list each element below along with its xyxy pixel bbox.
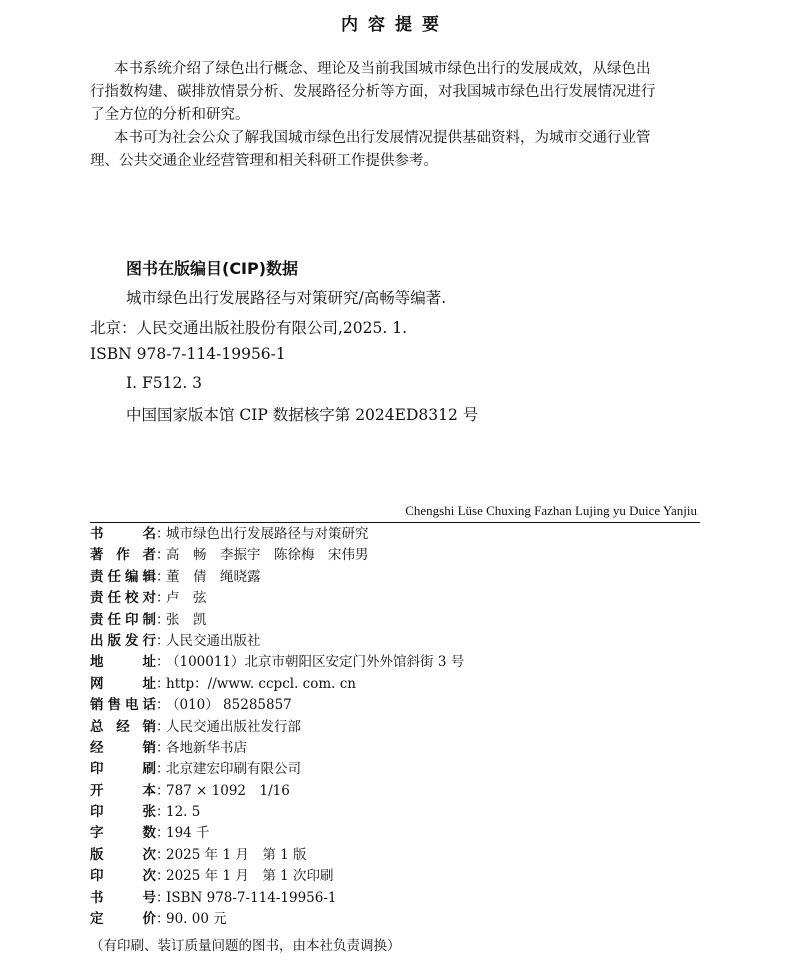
pub-info-value: 人民交通出版社 (166, 632, 261, 649)
pub-info-value: （010） 85285857 (166, 697, 292, 714)
pub-info-key: 字数 (90, 825, 156, 842)
pub-info-key: 印张 (90, 804, 156, 821)
summary-para1-line3: 了全方位的分析和研究。 (90, 107, 250, 123)
pub-info-key: 总经销 (90, 718, 156, 735)
summary-para1-line2: 行指数构建、碳排放情景分析、发展路径分析等方面，对我国城市绿色出行发展情况进行 (90, 84, 656, 100)
pub-info-value: ISBN 978-7-114-19956-1 (166, 889, 337, 906)
pub-info-colon: ： (156, 654, 170, 671)
pub-info-key: 责任印制 (90, 611, 156, 628)
pub-info-row (90, 888, 700, 909)
pub-info-colon: ： (156, 526, 170, 542)
pub-info-colon: ： (156, 889, 170, 906)
cip-record-number-line: 中国国家版本馆 CIP 数据核字第 2024ED8312 号 (126, 406, 479, 424)
pub-info-value: 人民交通出版社发行部 (166, 718, 301, 735)
pub-info-row (90, 631, 700, 652)
pub-info-key: 书名 (90, 526, 156, 542)
summary-para1-line1: 本书系统介绍了绿色出行概念、理论及当前我国城市绿色出行的发展成效，从绿色出 (114, 61, 651, 77)
pub-info-row (90, 567, 700, 588)
pub-info-row (90, 524, 700, 545)
pub-info-row (90, 588, 700, 609)
pub-info-value: 90. 00 元 (166, 911, 227, 928)
pub-info-colon: ： (156, 804, 170, 821)
pub-info-value: （100011）北京市朝阳区安定门外外馆斜街 3 号 (166, 654, 465, 671)
summary-title: 内容提要 (341, 15, 449, 35)
pub-info-colon: ： (156, 825, 170, 842)
cip-classification-line: Ⅰ. F512. 3 (126, 374, 203, 392)
pub-info-colon: ： (156, 611, 170, 628)
pub-info-row (90, 610, 700, 631)
cip-isbn-line: ISBN 978-7-114-19956-1 (90, 345, 286, 363)
pub-info-key: 责任校对 (90, 590, 156, 607)
pub-info-colon: ： (156, 911, 170, 928)
pub-info-row (90, 717, 700, 738)
pub-info-value: 卢 弦 (166, 590, 207, 607)
pub-info-value: 北京建宏印刷有限公司 (166, 761, 301, 778)
pub-info-key: 印次 (90, 868, 156, 885)
pub-info-value: 董 倩 绳晓露 (166, 568, 261, 585)
pub-info-key: 印刷 (90, 761, 156, 778)
pub-info-value: 张 凯 (166, 611, 207, 628)
pub-info-row (90, 866, 700, 887)
summary-para2-line2: 理、公共交通企业经营管理和相关科研工作提供参考。 (90, 153, 438, 169)
pub-info-key: 责任编辑 (90, 568, 156, 585)
pub-info-row (90, 909, 700, 930)
pub-info-row (90, 845, 700, 866)
pub-info-colon: ： (156, 547, 170, 564)
pub-info-row (90, 652, 700, 673)
pinyin-title: Chengshi Lüse Chuxing Fazhan Lujing yu Duice Yanjiu (405, 503, 697, 518)
pub-info-value: 787 × 1092 1/16 (166, 782, 290, 799)
pub-info-colon: ： (156, 697, 170, 714)
pub-info-value: 高 畅 李振宇 陈徐梅 宋伟男 (166, 547, 369, 564)
pub-info-colon: ： (156, 846, 170, 863)
pub-info-colon: ： (156, 718, 170, 735)
pub-info-colon: ： (156, 590, 170, 607)
pub-info-colon: ： (156, 739, 170, 756)
pub-info-colon: ： (156, 675, 170, 692)
pub-info-row (90, 781, 700, 802)
pub-info-value: 2025 年 1 月 第 1 版 (166, 846, 307, 863)
pub-info-key: 网址 (90, 675, 156, 692)
pub-info-key: 书号 (90, 889, 156, 906)
pub-info-row (90, 545, 700, 566)
pub-info-key: 经销 (90, 739, 156, 756)
pub-info-key: 定价 (90, 911, 156, 928)
pub-info-value: 12. 5 (166, 804, 201, 821)
pub-info-colon: ： (156, 868, 170, 885)
pub-info-value: 城市绿色出行发展路径与对策研究 (166, 526, 369, 542)
pub-info-value: http：//www. ccpcl. com. cn (166, 675, 356, 692)
pub-info-colon: ： (156, 782, 170, 799)
quality-note: （有印刷、装订质量问题的图书，由本社负责调换） (90, 938, 401, 954)
pub-info-colon: ： (156, 568, 170, 585)
pub-info-row (90, 674, 700, 695)
divider-rule (90, 522, 700, 523)
pub-info-row (90, 802, 700, 823)
pub-info-key: 销售电话 (90, 697, 156, 714)
summary-para2-line1: 本书可为社会公众了解我国城市绿色出行发展情况提供基础资料，为城市交通行业管 (114, 130, 651, 146)
pub-info-key: 著作者 (90, 547, 156, 564)
pub-info-value: 2025 年 1 月 第 1 次印刷 (166, 868, 334, 885)
pub-info-row (90, 759, 700, 780)
pub-info-colon: ： (156, 761, 170, 778)
cip-heading: 图书在版编目(CIP)数据 (126, 259, 299, 278)
pub-info-key: 开本 (90, 782, 156, 799)
pub-info-colon: ： (156, 632, 170, 649)
publication-info-table (90, 524, 700, 930)
pub-info-value: 各地新华书店 (166, 739, 247, 756)
pub-info-row (90, 695, 700, 716)
pub-info-value: 194 千 (166, 825, 210, 842)
pub-info-key: 地址 (90, 654, 156, 671)
cip-publisher-line: 北京：人民交通出版社股份有限公司,2025. 1. (90, 319, 408, 337)
cip-title-line: 城市绿色出行发展路径与对策研究/高畅等编著. (126, 289, 447, 307)
pub-info-key: 出版发行 (90, 632, 156, 649)
pub-info-row (90, 823, 700, 844)
pub-info-key: 版次 (90, 846, 156, 863)
pub-info-row (90, 738, 700, 759)
